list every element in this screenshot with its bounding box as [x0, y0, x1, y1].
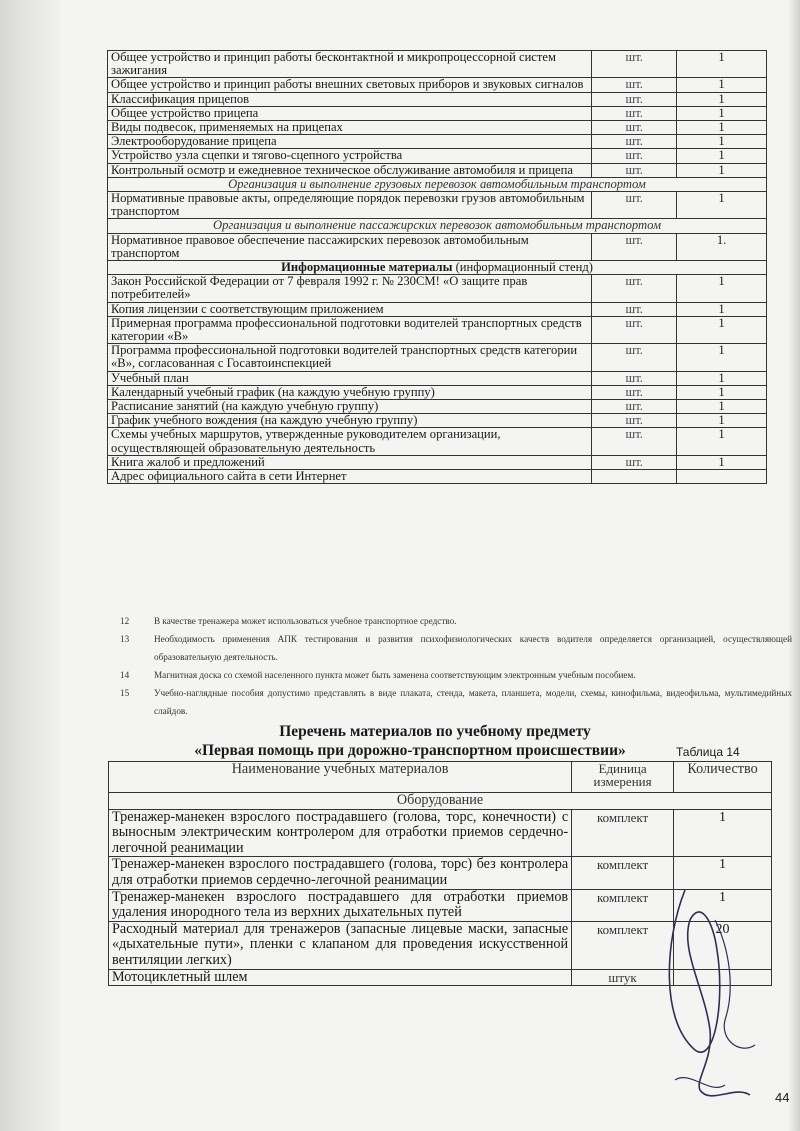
- row-qty: 1: [677, 149, 767, 163]
- row-qty: 1: [677, 344, 767, 371]
- row-name: Нормативные правовые акты, определяющие порядок перевозки грузов автомобильным транспортом: [108, 192, 592, 219]
- table-row: [108, 51, 767, 78]
- row-unit: шт.: [592, 344, 677, 371]
- row-name: Тренажер-манекен взрослого пострадавшего (голова, торс) без контролера для отработки приемов сердечно-легочной реанимации: [109, 857, 572, 889]
- footnote-text: Магнитная доска со схемой населенного пункта может быть заменена соответствующим электронным учебным пособием.: [154, 670, 636, 680]
- row-name: Копия лицензии с соответствующим приложением: [108, 302, 592, 316]
- section-row: [109, 793, 772, 810]
- row-unit: комплект: [572, 857, 674, 889]
- footnotes: [120, 612, 792, 720]
- row-qty: [677, 470, 767, 484]
- footnote-text: Учебно-наглядные пособия допустимо представлять в виде плаката, стенда, макета, планшета, модели, схемы, кинофильма, видеофильма, мультимедийных слайдов.: [154, 688, 792, 716]
- row-qty: 1: [674, 889, 772, 921]
- row-qty: 1: [677, 135, 767, 149]
- footnote: [120, 684, 792, 720]
- row-unit: шт.: [592, 106, 677, 120]
- footnote-number: 14: [120, 670, 130, 680]
- row-unit: штук: [572, 969, 674, 986]
- table-row: [108, 428, 767, 455]
- table-row: [108, 414, 767, 428]
- row-name: Тренажер-манекен взрослого пострадавшего для отработки приемов удаления инородного тела из верхних дыхательных путей: [109, 889, 572, 921]
- footnote-number: 15: [120, 688, 130, 698]
- page-number: 44: [775, 1090, 790, 1105]
- section-title: Организация и выполнение пассажирских перевозок автомобильным транспортом: [108, 219, 767, 233]
- row-unit: шт.: [592, 135, 677, 149]
- table-row: [108, 275, 767, 302]
- footnote: [120, 612, 792, 630]
- section-title: Организация и выполнение грузовых перевозок автомобильным транспортом: [108, 177, 767, 191]
- table-row: [108, 455, 767, 469]
- header-name: Наименование учебных материалов: [109, 762, 572, 793]
- row-unit: шт.: [592, 163, 677, 177]
- section-title-bold: Информационные материалы: [281, 260, 453, 275]
- footnote-text: Необходимость применения АПК тестирования и развития психофизиологических качеств водителя определяется организацией, осуществляющей образовательную деятельность.: [154, 634, 792, 662]
- footnote: [120, 666, 792, 684]
- row-qty: 1: [677, 371, 767, 385]
- footnote-text: В качестве тренажера может использоваться учебное транспортное средство.: [154, 616, 457, 626]
- row-qty: 1: [677, 121, 767, 135]
- row-name: Программа профессиональной подготовки водителей транспортных средств категории «В», согласованная с Госавтоинспекцией: [108, 344, 592, 371]
- table-row: [108, 233, 767, 260]
- row-qty: 1: [677, 400, 767, 414]
- row-name: Схемы учебных маршрутов, утвержденные руководителем организации, осуществляющей образовательную деятельность: [108, 428, 592, 455]
- row-unit: шт.: [592, 78, 677, 92]
- row-name: Книга жалоб и предложений: [108, 455, 592, 469]
- section-heading-line1: Перечень материалов по учебному предмету: [279, 723, 591, 740]
- row-name: Примерная программа профессиональной подготовки водителей транспортных средств категории «В»: [108, 316, 592, 343]
- row-unit: комплект: [572, 921, 674, 969]
- row-name: Общее устройство прицепа: [108, 106, 592, 120]
- row-name: Расписание занятий (на каждую учебную группу): [108, 400, 592, 414]
- row-unit: шт.: [592, 149, 677, 163]
- row-qty: 1: [677, 78, 767, 92]
- row-unit: шт.: [592, 428, 677, 455]
- row-name: Классификация прицепов: [108, 92, 592, 106]
- row-name: Нормативное правовое обеспечение пассажирских перевозок автомобильным транспортом: [108, 233, 592, 260]
- handwritten-signature: [655, 880, 765, 1110]
- table-row: [108, 106, 767, 120]
- row-qty: 1: [677, 51, 767, 78]
- section-title: [108, 261, 767, 275]
- materials-table-continued: [107, 50, 767, 484]
- row-qty: 20: [674, 921, 772, 969]
- row-unit: шт.: [592, 371, 677, 385]
- row-unit: комплект: [572, 809, 674, 857]
- row-unit: [592, 470, 677, 484]
- row-name: Адрес официального сайта в сети Интернет: [108, 470, 592, 484]
- row-unit: шт.: [592, 455, 677, 469]
- row-name: Устройство узла сцепки и тягово-сцепного устройства: [108, 149, 592, 163]
- table-row: [108, 78, 767, 92]
- section-title: Оборудование: [109, 793, 772, 810]
- scan-shadow-left: [0, 0, 60, 1131]
- table-row: [108, 371, 767, 385]
- row-unit: шт.: [592, 385, 677, 399]
- header-qty: Количество: [674, 762, 772, 793]
- table-row: [109, 809, 772, 857]
- row-qty: 1: [677, 275, 767, 302]
- row-unit: шт.: [592, 414, 677, 428]
- row-unit: шт.: [592, 92, 677, 106]
- row-qty: 1: [677, 316, 767, 343]
- row-qty: 1: [677, 106, 767, 120]
- row-name: Общее устройство и принцип работы бесконтактной и микропроцессорной систем зажигания: [108, 51, 592, 78]
- row-unit: шт.: [592, 400, 677, 414]
- table-row: [108, 135, 767, 149]
- row-unit: шт.: [592, 233, 677, 260]
- table-caption: Таблица 14: [676, 745, 740, 759]
- row-name: Виды подвесок, применяемых на прицепах: [108, 121, 592, 135]
- row-qty: 1: [677, 385, 767, 399]
- table-row: [108, 302, 767, 316]
- row-qty: 1: [677, 163, 767, 177]
- row-unit: шт.: [592, 275, 677, 302]
- table-row: [108, 121, 767, 135]
- row-qty: 1: [674, 857, 772, 889]
- row-qty: 1: [677, 92, 767, 106]
- row-qty: 1: [677, 455, 767, 469]
- section-title-note: (информационный стенд): [452, 260, 593, 275]
- row-name: Расходный материал для тренажеров (запасные лицевые маски, запасные «дыхательные пути», пленки с клапаном для проведения искусственной вентиляции легких): [109, 921, 572, 969]
- row-name: График учебного вождения (на каждую учебную группу): [108, 414, 592, 428]
- row-unit: шт.: [592, 121, 677, 135]
- row-qty: 1: [677, 192, 767, 219]
- table-row: [108, 470, 767, 484]
- table-row: [108, 149, 767, 163]
- table-header-row: [109, 762, 772, 793]
- row-unit: шт.: [592, 316, 677, 343]
- footnote: [120, 630, 792, 666]
- row-name: Закон Российской Федерации от 7 февраля 1992 г. № 230СМ! «О защите прав потребителей»: [108, 275, 592, 302]
- row-qty: 1: [677, 302, 767, 316]
- table-row: [108, 400, 767, 414]
- row-name: Мотоциклетный шлем: [109, 969, 572, 986]
- table-row: [108, 192, 767, 219]
- section-heading-line2: «Первая помощь при дорожно-транспортном происшествии»: [194, 742, 626, 759]
- footnote-number: 12: [120, 616, 130, 626]
- section-row: [108, 177, 767, 191]
- row-unit: комплект: [572, 889, 674, 921]
- row-unit: шт.: [592, 192, 677, 219]
- row-qty: 1: [677, 414, 767, 428]
- row-qty: 1: [677, 428, 767, 455]
- header-unit: Единица измерения: [572, 762, 674, 793]
- table-row: [108, 316, 767, 343]
- section-row: [108, 219, 767, 233]
- row-name: Учебный план: [108, 371, 592, 385]
- row-name: Общее устройство и принцип работы внешних световых приборов и звуковых сигналов: [108, 78, 592, 92]
- row-name: Контрольный осмотр и ежедневное техническое обслуживание автомобиля и прицепа: [108, 163, 592, 177]
- section-row: [108, 261, 767, 275]
- table-row: [108, 385, 767, 399]
- row-name: Электрооборудование прицепа: [108, 135, 592, 149]
- table-row: [108, 92, 767, 106]
- row-qty: 1.: [677, 233, 767, 260]
- scan-shadow-right: [788, 0, 800, 1131]
- row-name: Календарный учебный график (на каждую учебную группу): [108, 385, 592, 399]
- table-row: [108, 344, 767, 371]
- table-row: [108, 163, 767, 177]
- row-name: Тренажер-манекен взрослого пострадавшего (голова, торс, конечности) с выносным электрическим контролером для отработки приемов сердечно-легочной реанимации: [109, 809, 572, 857]
- row-qty: 1: [674, 809, 772, 857]
- footnote-number: 13: [120, 634, 130, 644]
- row-unit: шт.: [592, 302, 677, 316]
- row-unit: шт.: [592, 51, 677, 78]
